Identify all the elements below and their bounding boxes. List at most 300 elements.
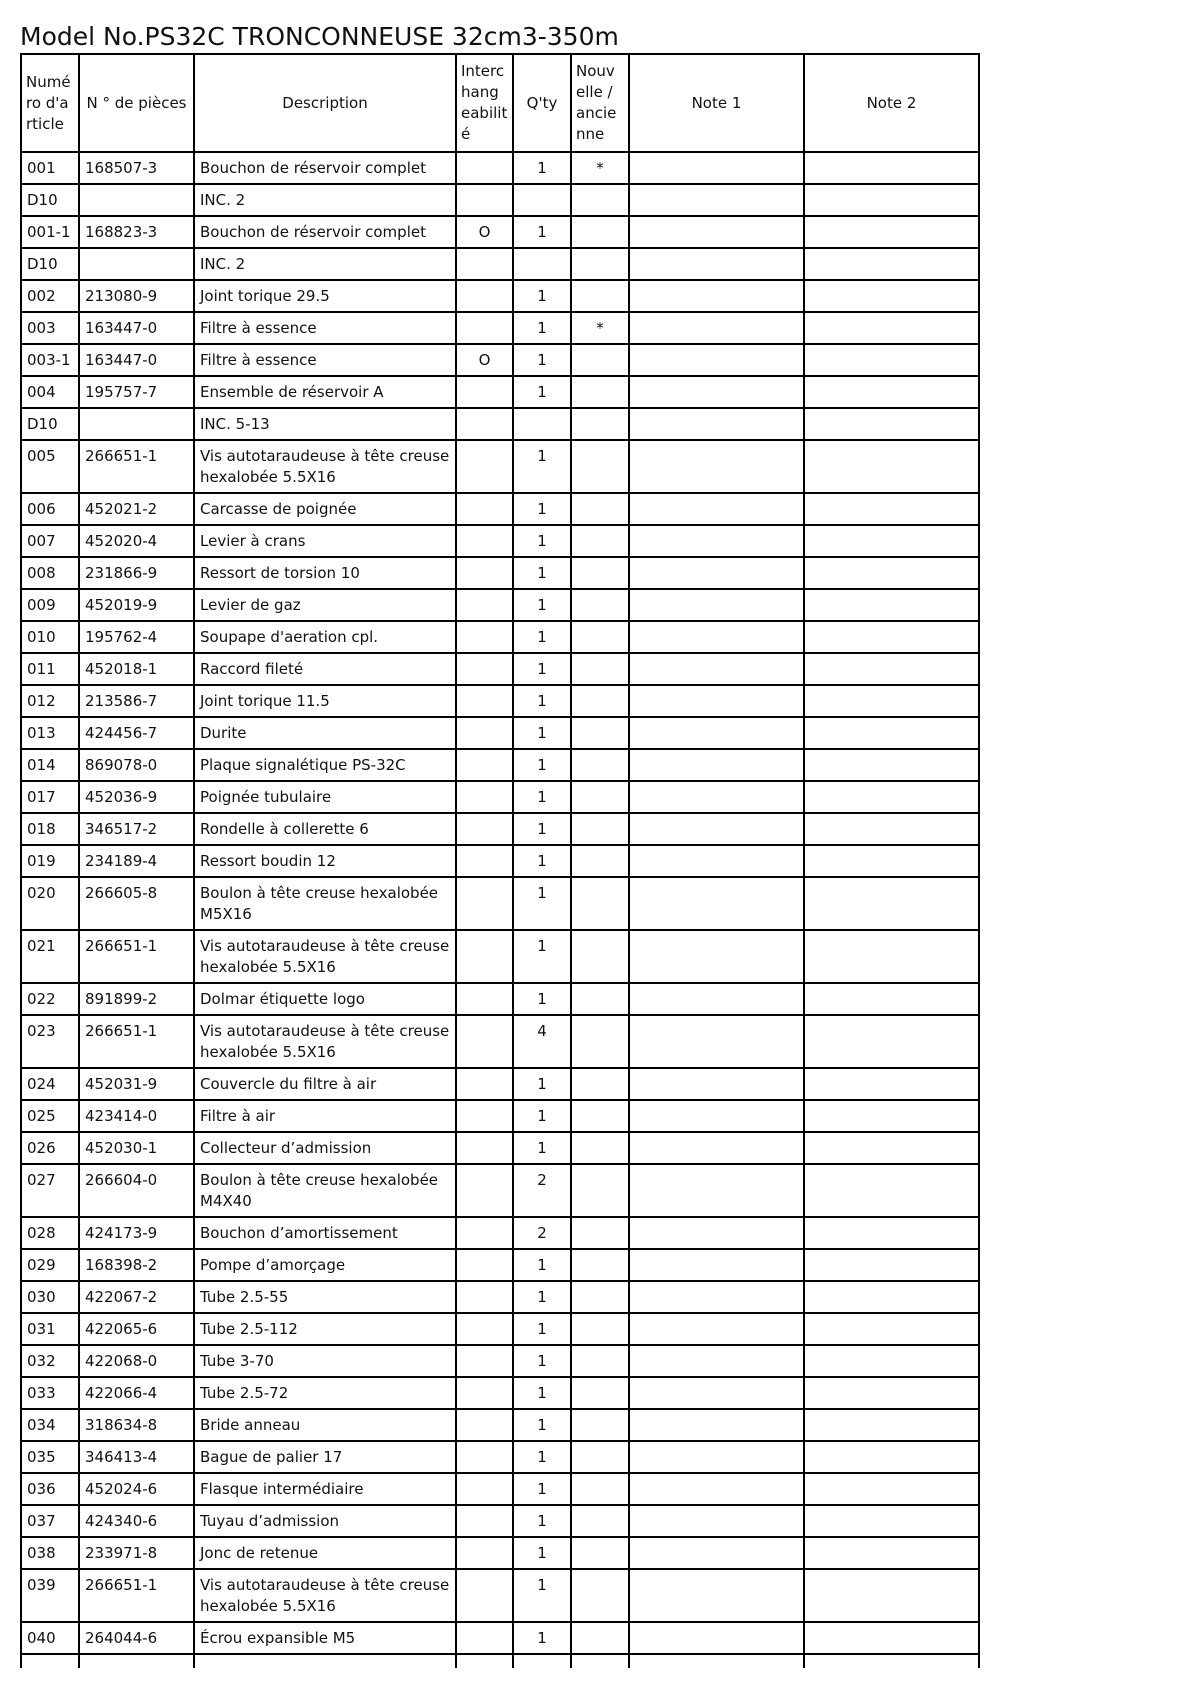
note-1-cell (629, 248, 804, 280)
note-1-cell (629, 1505, 804, 1537)
note-1-cell (629, 376, 804, 408)
quantity-cell: 1 (513, 1313, 571, 1345)
part-number-cell: 266604-0 (79, 1164, 194, 1217)
table-row (21, 312, 979, 344)
interchangeability-cell (456, 1164, 513, 1217)
header-note-1: Note 1 (629, 54, 804, 152)
description-cell: Joint torique 11.5 (194, 685, 456, 717)
quantity-cell: 1 (513, 376, 571, 408)
item-number-cell: 001 (21, 152, 79, 184)
note-1-cell (629, 440, 804, 493)
description-cell: INC. 5-13 (194, 408, 456, 440)
table-row (21, 717, 979, 749)
note-2-cell (804, 1345, 979, 1377)
new-old-cell (571, 1505, 629, 1537)
description-cell: Carcasse de poignée (194, 493, 456, 525)
table-row (21, 1100, 979, 1132)
part-number-cell: 422067-2 (79, 1281, 194, 1313)
interchangeability-cell (456, 621, 513, 653)
interchangeability-cell (456, 1622, 513, 1654)
item-number-cell: 013 (21, 717, 79, 749)
table-row (21, 621, 979, 653)
part-number-cell: 264044-6 (79, 1622, 194, 1654)
note-2-cell (804, 376, 979, 408)
description-cell: Dolmar étiquette logo (194, 983, 456, 1015)
quantity-cell: 2 (513, 1164, 571, 1217)
interchangeability-cell (456, 312, 513, 344)
note-2-cell (804, 653, 979, 685)
note-1-cell (629, 525, 804, 557)
interchangeability-cell (456, 781, 513, 813)
note-2-cell (804, 685, 979, 717)
item-number-cell: 039 (21, 1569, 79, 1622)
note-1-cell (629, 621, 804, 653)
note-1-cell (629, 216, 804, 248)
item-number-cell: 037 (21, 1505, 79, 1537)
note-1-cell (629, 1164, 804, 1217)
item-number-cell: 030 (21, 1281, 79, 1313)
description-cell: INC. 2 (194, 184, 456, 216)
note-1-cell (629, 1377, 804, 1409)
new-old-cell (571, 376, 629, 408)
part-number-cell (79, 248, 194, 280)
table-row (21, 930, 979, 983)
new-old-cell (571, 1281, 629, 1313)
part-number-cell: 266605-8 (79, 877, 194, 930)
item-number-cell: 007 (21, 525, 79, 557)
part-number-cell: 163447-0 (79, 344, 194, 376)
note-1-cell (629, 408, 804, 440)
interchangeability-cell (456, 493, 513, 525)
note-2-cell (804, 781, 979, 813)
item-number-cell: 023 (21, 1015, 79, 1068)
part-number-cell: 266651-1 (79, 930, 194, 983)
new-old-cell (571, 653, 629, 685)
item-number-cell: 001-1 (21, 216, 79, 248)
interchangeability-cell: O (456, 344, 513, 376)
quantity-cell: 1 (513, 781, 571, 813)
note-2-cell (804, 1473, 979, 1505)
interchangeability-cell (456, 1377, 513, 1409)
interchangeability-cell (456, 813, 513, 845)
item-number-cell: D10 (21, 184, 79, 216)
quantity-cell: 1 (513, 525, 571, 557)
note-2-cell (804, 1068, 979, 1100)
part-number-cell: 452024-6 (79, 1473, 194, 1505)
quantity-cell: 1 (513, 1537, 571, 1569)
header-interchangeability: Interc hang eabilit é (456, 54, 513, 152)
new-old-cell (571, 1345, 629, 1377)
note-2-cell (804, 216, 979, 248)
table-row (21, 845, 979, 877)
item-number-cell: 006 (21, 493, 79, 525)
table-row (21, 1441, 979, 1473)
description-cell: Pompe d’amorçage (194, 1249, 456, 1281)
new-old-cell (571, 1537, 629, 1569)
table-row (21, 152, 979, 184)
description-cell: Raccord fileté (194, 653, 456, 685)
note-1-cell (629, 1217, 804, 1249)
table-row (21, 1217, 979, 1249)
description-cell: Flasque intermédiaire (194, 1473, 456, 1505)
table-row (21, 525, 979, 557)
note-2-cell (804, 1441, 979, 1473)
part-number-cell: 168398-2 (79, 1249, 194, 1281)
parts-table (20, 53, 980, 1680)
note-2-cell (804, 717, 979, 749)
quantity-cell: 2 (513, 1217, 571, 1249)
part-number-cell: 452036-9 (79, 781, 194, 813)
item-number-cell: 003-1 (21, 344, 79, 376)
quantity-cell: 1 (513, 653, 571, 685)
note-1-cell (629, 280, 804, 312)
note-1-cell (629, 845, 804, 877)
part-number-cell: 168823-3 (79, 216, 194, 248)
note-1-cell (629, 930, 804, 983)
item-number-cell: 027 (21, 1164, 79, 1217)
item-number-cell: 026 (21, 1132, 79, 1164)
part-number-cell: 452018-1 (79, 653, 194, 685)
header-new-old: Nouv elle / ancie nne (571, 54, 629, 152)
new-old-cell (571, 1409, 629, 1441)
interchangeability-cell (456, 1505, 513, 1537)
interchangeability-cell (456, 408, 513, 440)
description-cell: Vis autotaraudeuse à tête creuse hexalobée 5.5X16 (194, 1569, 456, 1622)
note-2-cell (804, 813, 979, 845)
header-part-number: N ° de pièces (79, 54, 194, 152)
item-number-cell: 008 (21, 557, 79, 589)
note-1-cell (629, 344, 804, 376)
note-2-cell (804, 312, 979, 344)
new-old-cell (571, 749, 629, 781)
new-old-cell (571, 440, 629, 493)
quantity-cell: 1 (513, 983, 571, 1015)
new-old-cell (571, 344, 629, 376)
note-1-cell (629, 653, 804, 685)
item-number-cell: 018 (21, 813, 79, 845)
part-number-cell: 424173-9 (79, 1217, 194, 1249)
quantity-cell: 1 (513, 1409, 571, 1441)
note-2-cell (804, 1377, 979, 1409)
note-1-cell (629, 781, 804, 813)
quantity-cell: 1 (513, 312, 571, 344)
table-row (21, 1164, 979, 1217)
parts-table-body (21, 152, 979, 1679)
item-number-cell: D10 (21, 248, 79, 280)
description-cell: Vis autotaraudeuse à tête creuse hexalobée 5.5X16 (194, 1015, 456, 1068)
part-number-cell: 424456-7 (79, 717, 194, 749)
note-2-cell (804, 1569, 979, 1622)
quantity-cell: 1 (513, 589, 571, 621)
quantity-cell: 1 (513, 621, 571, 653)
part-number-cell: 869078-0 (79, 749, 194, 781)
note-2-cell (804, 248, 979, 280)
interchangeability-cell (456, 717, 513, 749)
quantity-cell: 1 (513, 216, 571, 248)
note-1-cell (629, 1068, 804, 1100)
description-cell: Filtre à essence (194, 312, 456, 344)
description-cell: Tube 2.5-112 (194, 1313, 456, 1345)
interchangeability-cell (456, 1281, 513, 1313)
part-number-cell: 195762-4 (79, 621, 194, 653)
note-1-cell (629, 493, 804, 525)
note-1-cell (629, 1409, 804, 1441)
note-1-cell (629, 749, 804, 781)
part-number-cell: 452020-4 (79, 525, 194, 557)
description-cell: Bouchon de réservoir complet (194, 152, 456, 184)
item-number-cell: 024 (21, 1068, 79, 1100)
table-row (21, 344, 979, 376)
description-cell: Collecteur d’admission (194, 1132, 456, 1164)
table-row (21, 493, 979, 525)
part-number-cell: 213080-9 (79, 280, 194, 312)
note-1-cell (629, 877, 804, 930)
quantity-cell: 4 (513, 1015, 571, 1068)
part-number-cell: 168507-3 (79, 152, 194, 184)
table-row (21, 1622, 979, 1654)
part-number-cell: 422068-0 (79, 1345, 194, 1377)
new-old-cell (571, 1377, 629, 1409)
table-row (21, 376, 979, 408)
quantity-cell: 1 (513, 1473, 571, 1505)
note-1-cell (629, 152, 804, 184)
item-number-cell: 025 (21, 1100, 79, 1132)
note-2-cell (804, 1217, 979, 1249)
description-cell: Tube 2.5-55 (194, 1281, 456, 1313)
note-1-cell (629, 184, 804, 216)
new-old-cell (571, 248, 629, 280)
item-number-cell: 035 (21, 1441, 79, 1473)
part-number-cell: 423414-0 (79, 1100, 194, 1132)
quantity-cell: 1 (513, 1441, 571, 1473)
table-row (21, 1249, 979, 1281)
new-old-cell (571, 557, 629, 589)
item-number-cell: 014 (21, 749, 79, 781)
part-number-cell: 318634-8 (79, 1409, 194, 1441)
table-row (21, 877, 979, 930)
page-title: Model No.PS32C TRONCONNEUSE 32cm3-350m (20, 22, 619, 51)
new-old-cell (571, 408, 629, 440)
quantity-cell (513, 248, 571, 280)
quantity-cell (513, 184, 571, 216)
part-number-cell (79, 408, 194, 440)
part-number-cell: 891899-2 (79, 983, 194, 1015)
new-old-cell (571, 781, 629, 813)
new-old-cell (571, 877, 629, 930)
new-old-cell (571, 1249, 629, 1281)
new-old-cell (571, 493, 629, 525)
quantity-cell: 1 (513, 717, 571, 749)
table-row (21, 781, 979, 813)
description-cell: Ressort boudin 12 (194, 845, 456, 877)
interchangeability-cell (456, 983, 513, 1015)
interchangeability-cell (456, 845, 513, 877)
description-cell: Tuyau d’admission (194, 1505, 456, 1537)
quantity-cell: 1 (513, 813, 571, 845)
note-2-cell (804, 184, 979, 216)
new-old-cell (571, 717, 629, 749)
quantity-cell: 1 (513, 1132, 571, 1164)
interchangeability-cell (456, 1537, 513, 1569)
quantity-cell: 1 (513, 749, 571, 781)
quantity-cell: 1 (513, 1249, 571, 1281)
item-number-cell: 004 (21, 376, 79, 408)
quantity-cell: 1 (513, 930, 571, 983)
note-1-cell (629, 1132, 804, 1164)
new-old-cell (571, 813, 629, 845)
part-number-cell: 213586-7 (79, 685, 194, 717)
interchangeability-cell (456, 1441, 513, 1473)
part-number-cell (79, 184, 194, 216)
table-row (21, 184, 979, 216)
part-number-cell: 346517-2 (79, 813, 194, 845)
new-old-cell: * (571, 152, 629, 184)
note-2-cell (804, 440, 979, 493)
interchangeability-cell (456, 749, 513, 781)
interchangeability-cell (456, 685, 513, 717)
part-number-cell: 346413-4 (79, 1441, 194, 1473)
description-cell: Plaque signalétique PS-32C (194, 749, 456, 781)
interchangeability-cell (456, 557, 513, 589)
item-number-cell: 022 (21, 983, 79, 1015)
note-2-cell (804, 525, 979, 557)
note-1-cell (629, 1015, 804, 1068)
new-old-cell (571, 280, 629, 312)
part-number-cell: 266651-1 (79, 1569, 194, 1622)
description-cell: Filtre à air (194, 1100, 456, 1132)
table-row (21, 280, 979, 312)
interchangeability-cell (456, 1473, 513, 1505)
table-row (21, 653, 979, 685)
description-cell: Poignée tubulaire (194, 781, 456, 813)
note-1-cell (629, 312, 804, 344)
part-number-cell: 424340-6 (79, 1505, 194, 1537)
description-cell: Jonc de retenue (194, 1537, 456, 1569)
table-row (21, 1377, 979, 1409)
interchangeability-cell (456, 1345, 513, 1377)
note-2-cell (804, 930, 979, 983)
part-number-cell: 452019-9 (79, 589, 194, 621)
interchangeability-cell (456, 1249, 513, 1281)
new-old-cell (571, 1164, 629, 1217)
interchangeability-cell (456, 877, 513, 930)
description-cell: Vis autotaraudeuse à tête creuse hexalobée 5.5X16 (194, 930, 456, 983)
table-row (21, 1473, 979, 1505)
part-number-cell: 231866-9 (79, 557, 194, 589)
item-number-cell: 036 (21, 1473, 79, 1505)
new-old-cell (571, 621, 629, 653)
item-number-cell: 005 (21, 440, 79, 493)
quantity-cell: 1 (513, 1505, 571, 1537)
table-row (21, 983, 979, 1015)
new-old-cell (571, 1100, 629, 1132)
new-old-cell (571, 845, 629, 877)
item-number-cell: 011 (21, 653, 79, 685)
description-cell: Filtre à essence (194, 344, 456, 376)
part-number-cell: 452021-2 (79, 493, 194, 525)
note-2-cell (804, 1505, 979, 1537)
interchangeability-cell (456, 1132, 513, 1164)
note-1-cell (629, 557, 804, 589)
table-row (21, 1345, 979, 1377)
new-old-cell (571, 1622, 629, 1654)
part-number-cell: 452031-9 (79, 1068, 194, 1100)
quantity-cell: 1 (513, 1569, 571, 1622)
quantity-cell: 1 (513, 440, 571, 493)
header-quantity: Q'ty (513, 54, 571, 152)
note-1-cell (629, 1569, 804, 1622)
new-old-cell (571, 1569, 629, 1622)
interchangeability-cell (456, 1217, 513, 1249)
description-cell: Ensemble de réservoir A (194, 376, 456, 408)
table-row (21, 1132, 979, 1164)
interchangeability-cell (456, 1409, 513, 1441)
note-1-cell (629, 685, 804, 717)
table-row (21, 557, 979, 589)
item-number-cell: 033 (21, 1377, 79, 1409)
table-row (21, 1409, 979, 1441)
note-1-cell (629, 1100, 804, 1132)
table-row (21, 1505, 979, 1537)
table-row (21, 1537, 979, 1569)
interchangeability-cell (456, 184, 513, 216)
description-cell: Rondelle à collerette 6 (194, 813, 456, 845)
note-1-cell (629, 813, 804, 845)
item-number-cell: 017 (21, 781, 79, 813)
description-cell: Boulon à tête creuse hexalobée M4X40 (194, 1164, 456, 1217)
new-old-cell (571, 1473, 629, 1505)
description-cell: Levier de gaz (194, 589, 456, 621)
note-2-cell (804, 983, 979, 1015)
note-2-cell (804, 1537, 979, 1569)
interchangeability-cell (456, 152, 513, 184)
new-old-cell (571, 184, 629, 216)
part-number-cell: 233971-8 (79, 1537, 194, 1569)
note-2-cell (804, 621, 979, 653)
quantity-cell: 1 (513, 493, 571, 525)
table-row (21, 589, 979, 621)
note-2-cell (804, 877, 979, 930)
new-old-cell (571, 525, 629, 557)
part-number-cell: 422066-4 (79, 1377, 194, 1409)
note-2-cell (804, 1100, 979, 1132)
interchangeability-cell (456, 376, 513, 408)
table-row (21, 685, 979, 717)
interchangeability-cell (456, 653, 513, 685)
item-number-cell: 021 (21, 930, 79, 983)
new-old-cell (571, 1441, 629, 1473)
quantity-cell: 1 (513, 280, 571, 312)
header-item-number: Numé ro d'a rticle (21, 54, 79, 152)
quantity-cell: 1 (513, 1068, 571, 1100)
item-number-cell: 009 (21, 589, 79, 621)
header-note-2: Note 2 (804, 54, 979, 152)
quantity-cell: 1 (513, 1281, 571, 1313)
note-2-cell (804, 1015, 979, 1068)
new-old-cell (571, 685, 629, 717)
description-cell: Bouchon d’amortissement (194, 1217, 456, 1249)
description-cell: Levier à crans (194, 525, 456, 557)
quantity-cell: 1 (513, 877, 571, 930)
description-cell: INC. 2 (194, 248, 456, 280)
note-2-cell (804, 589, 979, 621)
table-row (21, 1281, 979, 1313)
item-number-cell: 028 (21, 1217, 79, 1249)
table-row (21, 813, 979, 845)
item-number-cell: 032 (21, 1345, 79, 1377)
description-cell: Vis autotaraudeuse à tête creuse hexalobée 5.5X16 (194, 440, 456, 493)
note-2-cell (804, 344, 979, 376)
